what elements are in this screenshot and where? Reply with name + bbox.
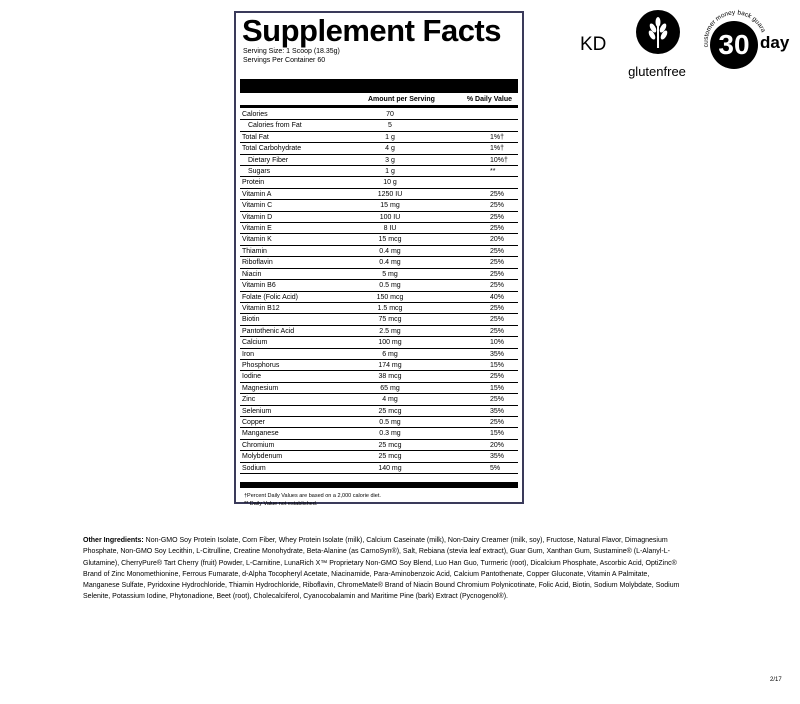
nutrient-amount: 1.5 mcg <box>377 304 403 312</box>
facts-row <box>240 463 518 474</box>
nutrient-daily-value: 25% <box>490 225 505 233</box>
guarantee-number: 30 <box>710 21 758 69</box>
nutrient-amount: 3 g <box>385 156 395 164</box>
nutrient-amount: 140 mg <box>378 464 402 472</box>
nutrient-name: Calcium <box>242 339 268 347</box>
nutrient-daily-value: 5% <box>490 464 501 472</box>
nutrient-amount: 100 IU <box>379 213 401 221</box>
footnotes <box>244 492 381 508</box>
nutrient-daily-value: 15% <box>490 361 505 369</box>
facts-row <box>240 143 518 154</box>
nutrient-name: Vitamin E <box>242 225 272 233</box>
bottom-rule-bar <box>240 482 518 488</box>
nutrient-amount: 38 mcg <box>378 373 402 381</box>
nutrient-name: Vitamin B12 <box>242 304 280 312</box>
nutrient-amount: 25 mcg <box>378 453 402 461</box>
nutrient-amount: 10 g <box>383 179 397 187</box>
facts-row <box>240 234 518 245</box>
supplement-facts-panel <box>234 11 524 507</box>
nutrient-name: Phosphorus <box>242 361 280 369</box>
nutrient-name: Vitamin K <box>242 236 272 244</box>
nutrient-amount: 25 mcg <box>378 407 402 415</box>
nutrient-amount: 174 mg <box>378 361 402 369</box>
facts-row <box>240 326 518 337</box>
wheat-icon <box>636 10 680 54</box>
nutrient-amount: 8 IU <box>383 225 397 233</box>
nutrient-name: Manganese <box>242 430 279 438</box>
nutrient-daily-value: 20% <box>490 236 505 244</box>
facts-row <box>240 394 518 405</box>
nutrient-daily-value: 25% <box>490 373 505 381</box>
facts-row <box>240 200 518 211</box>
gluten-free-label: glutenfree <box>628 64 686 79</box>
facts-row <box>240 155 518 166</box>
facts-row <box>240 417 518 428</box>
facts-row <box>240 360 518 371</box>
nutrient-name: Dietary Fiber <box>248 156 289 164</box>
nutrient-name: Calories from Fat <box>248 122 302 130</box>
nutrient-name: Protein <box>242 179 265 187</box>
footnote-dv: †Percent Daily Values are based on a 2,000 calorie diet. <box>244 493 381 499</box>
facts-row <box>240 371 518 382</box>
nutrient-name: Zinc <box>242 396 256 404</box>
nutrient-name: Thiamin <box>242 247 267 255</box>
nutrient-amount: 4 mg <box>382 396 398 404</box>
nutrient-daily-value: 25% <box>490 304 505 312</box>
nutrient-daily-value: 35% <box>490 407 505 415</box>
nutrient-amount: 25 mcg <box>378 441 402 449</box>
nutrient-amount: 15 mg <box>380 202 400 210</box>
nutrient-name: Selenium <box>242 407 272 415</box>
facts-row <box>240 349 518 360</box>
nutrient-amount: 5 <box>388 122 392 130</box>
facts-row <box>240 212 518 223</box>
facts-row <box>240 314 518 325</box>
nutrient-amount: 4 g <box>385 145 395 153</box>
facts-row <box>240 406 518 417</box>
column-amount-header: Amount per Serving <box>368 96 435 103</box>
nutrient-name: Folate (Folic Acid) <box>242 293 299 301</box>
nutrient-daily-value: 15% <box>490 430 505 438</box>
facts-row <box>240 109 518 120</box>
nutrient-daily-value: 25% <box>490 247 505 255</box>
column-header <box>240 96 518 105</box>
facts-row <box>240 177 518 188</box>
facts-row <box>240 292 518 303</box>
nutrient-daily-value: 25% <box>490 327 505 335</box>
nutrient-amount: 0.4 mg <box>379 259 401 267</box>
nutrient-daily-value: 25% <box>490 213 505 221</box>
nutrient-amount: 70 <box>386 111 394 118</box>
nutrient-daily-value: 35% <box>490 453 505 461</box>
nutrient-name: Sugars <box>248 168 271 176</box>
nutrient-amount: 150 mcg <box>376 293 404 301</box>
facts-row <box>240 303 518 314</box>
header-rule <box>240 105 518 108</box>
facts-row <box>240 246 518 257</box>
nutrient-daily-value: 10%† <box>490 156 508 164</box>
gluten-free-badge <box>622 10 692 82</box>
nutrient-name: Chromium <box>242 441 275 449</box>
nutrient-amount: 100 mg <box>378 339 402 347</box>
facts-row <box>240 223 518 234</box>
panel-title: Supplement Facts <box>242 13 501 48</box>
nutrient-name: Calories <box>242 111 268 118</box>
nutrient-amount: 1 g <box>385 133 395 141</box>
nutrient-daily-value: 10% <box>490 339 505 347</box>
serving-size: Serving Size: 1 Scoop (18.35g) <box>243 48 340 55</box>
nutrient-name: Total Carbohydrate <box>242 145 302 153</box>
nutrient-name: Molybdenum <box>242 453 283 461</box>
facts-row <box>240 189 518 200</box>
page-number: 2/17 <box>770 677 782 683</box>
facts-row <box>240 428 518 439</box>
nutrient-name: Iron <box>242 350 255 358</box>
ingredients-label: Other Ingredients: <box>83 537 144 544</box>
nutrient-amount: 0.4 mg <box>379 247 401 255</box>
other-ingredients <box>83 535 683 603</box>
nutrient-daily-value: 35% <box>490 350 505 358</box>
facts-row <box>240 166 518 177</box>
nutrient-amount: 15 mcg <box>378 236 402 244</box>
facts-rows <box>240 109 518 474</box>
nutrient-daily-value: 25% <box>490 418 505 426</box>
nutrient-amount: 0.5 mg <box>379 418 401 426</box>
guarantee-unit: day <box>760 33 790 52</box>
facts-row <box>240 337 518 348</box>
nutrient-name: Vitamin B6 <box>242 282 276 290</box>
nutrient-daily-value: 25% <box>490 270 505 278</box>
kd-label: KD <box>580 34 607 55</box>
nutrient-daily-value: 1%† <box>490 145 505 153</box>
nutrient-name: Total Fat <box>242 133 269 141</box>
nutrient-name: Niacin <box>242 270 262 278</box>
nutrient-amount: 1 g <box>385 168 395 176</box>
facts-row <box>240 132 518 143</box>
nutrient-name: Riboflavin <box>242 259 273 267</box>
nutrient-daily-value: 40% <box>490 293 505 301</box>
guarantee-arc-text: customer money back guara <box>702 9 767 48</box>
facts-row <box>240 269 518 280</box>
nutrient-name: Sodium <box>242 464 266 472</box>
nutrient-daily-value: 20% <box>490 441 505 449</box>
nutrient-name: Vitamin D <box>242 213 273 221</box>
nutrient-daily-value: 25% <box>490 190 505 198</box>
money-back-guarantee-badge <box>700 9 792 81</box>
nutrient-amount: 0.5 mg <box>379 282 401 290</box>
servings-per-container: Servings Per Container 60 <box>243 57 326 64</box>
nutrient-name: Magnesium <box>242 384 279 392</box>
nutrient-daily-value: 25% <box>490 282 505 290</box>
nutrient-name: Pantothenic Acid <box>242 327 295 335</box>
footnote-not-established: ** Daily Value not established. <box>244 501 318 507</box>
facts-row <box>240 451 518 462</box>
nutrient-amount: 5 mg <box>382 270 398 278</box>
nutrient-daily-value: 15% <box>490 384 505 392</box>
column-dv-header: % Daily Value <box>466 96 512 103</box>
nutrient-name: Vitamin C <box>242 202 273 210</box>
nutrient-amount: 1250 IU <box>377 190 403 198</box>
nutrient-daily-value: 25% <box>490 202 505 210</box>
nutrient-amount: 65 mg <box>380 384 400 392</box>
facts-row <box>240 120 518 131</box>
nutrient-name: Iodine <box>242 373 262 381</box>
facts-row <box>240 383 518 394</box>
nutrient-amount: 6 mg <box>382 350 398 358</box>
nutrient-daily-value: 1%† <box>490 133 505 141</box>
nutrient-amount: 0.3 mg <box>379 430 401 438</box>
nutrient-name: Biotin <box>242 316 260 324</box>
facts-row <box>240 280 518 291</box>
nutrient-daily-value: 25% <box>490 396 505 404</box>
nutrient-daily-value: 25% <box>490 316 505 324</box>
ingredients-text: Non-GMO Soy Protein Isolate, Corn Fiber, Whey Protein Isolate (milk), Calcium Caseinate (milk), Non-Dairy Creamer (milk, soy), Fructose, Natural Flavor, Dimagnesium Phosphate, Non-GMO Soy Lecithin, L-Citrulline, Creatine Monohydrate, Beta-Alanine (as CarnoSyn®), Salt, Rebiana (stevia leaf extract), Guar Gum, Xanthan Gum, Sustamine® (L-Alanyl-L-Glutamine), CherryPure® Tart Cherry (fruit) Powder, L-Carnitine, LunaRich X™ Proprietary Non-GMO Soy Blend, Luo Han Guo, Turmeric (root), Dicalcium Phosphate, Ascorbic Acid, OptiZinc® Brand of Zinc Monomethionine, Ferrous Fumarate, d-Alpha Tocopheryl Acetate, Niacinamide, Para-Aminobenzoic Acid, Calcium Pantothenate, Copper Gluconate, Vitamin A Palmitate, Manganese Sulfate, Pyridoxine Hydrochloride, Thiamin Hydrochloride, Riboflavin, ChromeMate® Brand of Niacin Bound Chromium Polynicotinate, Folic Acid, Biotin, Sodium Molybdate, Sodium Selenite, Potassium Iodine, Phytonadione, Beet (root), Cholecalciferol, Cyanocobalamin and Maritime Pine (bark) Extract (Pycnogenol®). <box>83 537 680 601</box>
nutrient-amount: 2.5 mg <box>379 327 401 335</box>
nutrient-daily-value: 25% <box>490 259 505 267</box>
top-rule-bar <box>240 79 518 93</box>
facts-row <box>240 257 518 268</box>
nutrient-name: Vitamin A <box>242 190 272 198</box>
facts-row <box>240 440 518 451</box>
nutrient-daily-value: ** <box>490 168 496 176</box>
nutrient-amount: 75 mcg <box>378 316 402 324</box>
nutrient-name: Copper <box>242 418 265 426</box>
